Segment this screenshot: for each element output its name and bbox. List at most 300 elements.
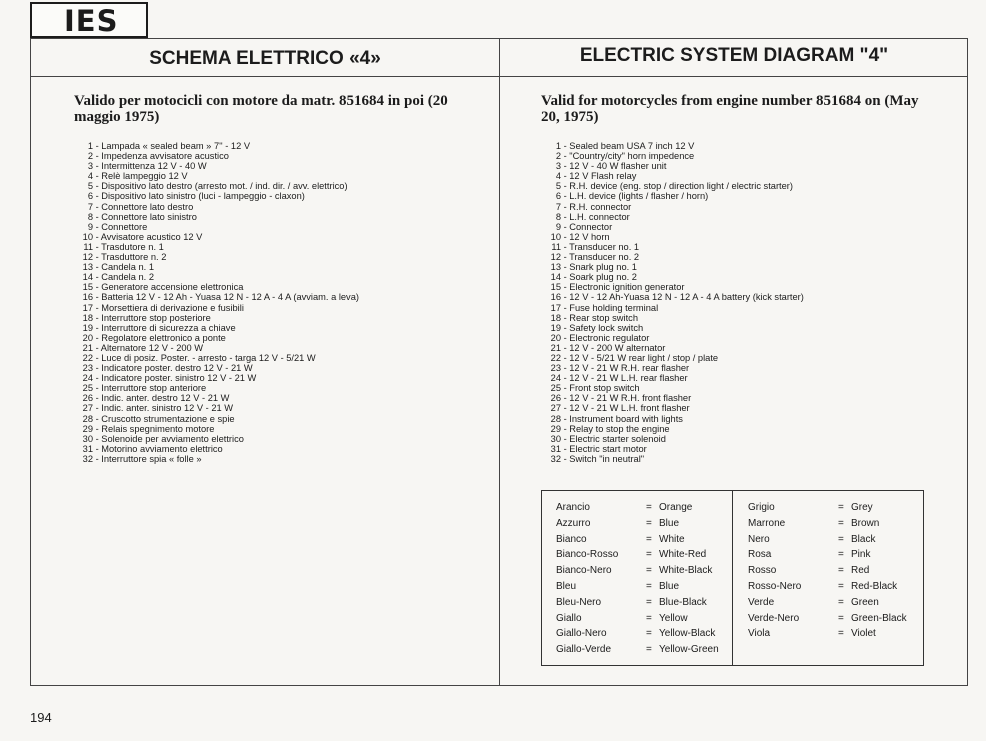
list-item [64, 303, 359, 313]
item-text: Candela n. 2 [101, 272, 154, 283]
list-item [64, 444, 359, 454]
legend-italian-color: Grigio [748, 502, 775, 513]
item-text: Morsettiera di derivazione e fusibili [101, 302, 244, 313]
item-number: 2 [555, 151, 561, 162]
item-text: Luce di posiz. Poster. - arresto - targa 12 V - 5/21 W [101, 352, 316, 363]
item-number: 3 [87, 161, 93, 172]
item-number: 21 [550, 342, 561, 353]
legend-equals: = [646, 517, 652, 529]
item-number: 14 [550, 272, 561, 283]
item-number: 18 [82, 312, 93, 323]
list-item [532, 282, 804, 292]
legend-italian-color: Viola [748, 628, 771, 640]
list-item [532, 343, 804, 353]
item-text: L.H. connector [569, 211, 630, 222]
item-text: Lampada « sealed beam » 7'' - 12 V [101, 141, 251, 151]
item-text: 12 V - 21 W R.H. rear flasher [569, 363, 690, 374]
legend-english-color: Violet [851, 628, 876, 640]
item-text: Interruttore spia « folle » [101, 453, 202, 464]
legend-row [748, 595, 907, 611]
item-separator: - [561, 433, 570, 444]
item-text: Electric start motor [569, 443, 647, 454]
item-separator: - [561, 383, 570, 394]
item-number: 19 [550, 322, 561, 333]
legend-row [748, 547, 907, 563]
legend-equals: = [838, 565, 844, 577]
legend-italian-color: Rosso-Nero [748, 580, 802, 592]
item-separator: - [561, 342, 570, 353]
item-number: 2 [87, 151, 93, 162]
list-item [532, 171, 804, 181]
item-text: Batteria 12 V - 12 Ah - Yuasa 12 N - 12 A - 4 A (avviam. a leva) [101, 292, 359, 303]
item-separator: - [93, 383, 102, 394]
legend-row [748, 563, 907, 579]
item-number: 13 [550, 262, 561, 273]
item-text: Solenoide per avviamento elettrico [101, 433, 244, 444]
item-separator: - [93, 433, 102, 444]
item-text: Snark plug no. 1 [569, 262, 637, 273]
item-separator: - [93, 453, 102, 464]
list-item [64, 212, 359, 222]
legend-italian-color: Azzurro [556, 517, 591, 529]
list-item [64, 252, 359, 262]
item-number: 29 [82, 423, 93, 434]
item-text: 12 V - 5/21 W rear light / stop / plate [569, 352, 719, 363]
item-text: 12 V horn [569, 231, 610, 242]
item-number: 10 [82, 231, 93, 242]
item-number: 15 [82, 282, 93, 293]
item-text: Switch "in neutral" [569, 453, 645, 464]
legend-english-color: Blue [659, 580, 680, 592]
item-number: 15 [550, 282, 561, 293]
item-separator: - [561, 292, 570, 303]
list-item [64, 393, 359, 403]
item-text: Safety lock switch [569, 322, 644, 333]
list-item [64, 424, 359, 434]
item-number: 22 [550, 352, 561, 363]
legend-italian-color: Bianco [556, 533, 587, 545]
list-item [64, 141, 359, 151]
list-item [64, 454, 359, 464]
item-separator: - [561, 262, 570, 273]
legend-equals: = [646, 596, 652, 608]
list-item [64, 333, 359, 343]
item-number: 20 [82, 332, 93, 343]
legend-row [748, 532, 907, 548]
legend-row [556, 642, 719, 658]
item-separator: - [93, 322, 102, 333]
item-number: 4 [555, 171, 561, 182]
legend-italian-color: Bianco-Nero [556, 565, 612, 577]
list-item [64, 181, 359, 191]
list-item [532, 212, 804, 222]
list-item [532, 313, 804, 323]
item-text: Generatore accensione elettronica [101, 282, 244, 293]
item-separator: - [93, 231, 101, 242]
list-item [532, 363, 804, 373]
item-number: 27 [82, 403, 93, 414]
legend-english-color: White [659, 533, 685, 545]
item-separator: - [93, 262, 102, 273]
legend-equals: = [838, 533, 844, 545]
item-number: 19 [82, 322, 93, 333]
legend-equals: = [838, 596, 844, 608]
item-separator: - [561, 201, 570, 212]
item-text: Avvisatore acustico 12 V [100, 231, 203, 242]
legend-row [556, 516, 719, 532]
list-item [532, 393, 804, 403]
item-separator: - [93, 403, 102, 414]
legend-english-color: White-Black [659, 565, 713, 577]
list-item [64, 363, 359, 373]
list-item [532, 232, 804, 242]
list-item [64, 323, 359, 333]
item-number: 24 [82, 373, 93, 384]
item-number: 23 [82, 363, 93, 374]
column-divider [499, 38, 500, 686]
legend-row [556, 500, 719, 516]
legend-row [556, 563, 719, 579]
item-separator: - [93, 191, 102, 202]
legend-english-color: Green-Black [851, 612, 907, 624]
item-text: Dispositivo lato destro (arresto mot. / ind. dir. / avv. elettrico) [101, 181, 348, 192]
item-text: Transducer no. 2 [569, 252, 640, 263]
legend-english-color: Pink [851, 549, 871, 561]
list-item [532, 303, 804, 313]
item-text: Relay to stop the engine [569, 423, 670, 434]
item-text: Trasdutore n. 1 [101, 241, 164, 252]
item-text: Interruttore stop anteriore [101, 383, 207, 394]
list-item [64, 272, 359, 282]
legend-english-color: Blue-Black [659, 596, 707, 608]
legend-row [556, 532, 719, 548]
list-item [532, 242, 804, 252]
list-item [64, 383, 359, 393]
item-number: 18 [550, 312, 561, 323]
list-item [532, 373, 804, 383]
legend-english-color: Black [851, 533, 876, 545]
list-item [64, 343, 359, 353]
item-number: 17 [550, 302, 561, 313]
item-text: Interruttore stop posteriore [101, 312, 211, 323]
item-separator: - [93, 272, 102, 283]
item-separator: - [93, 241, 102, 252]
item-separator: - [561, 363, 570, 374]
item-number: 22 [82, 352, 93, 363]
item-separator: - [93, 342, 101, 353]
item-text: Trasduttore n. 2 [101, 252, 167, 263]
legend-english-color: Blue [659, 517, 680, 529]
item-text: Alternatore 12 V - 200 W [100, 342, 204, 353]
item-text: 12 V - 40 W flasher unit [569, 161, 667, 172]
item-number: 5 [555, 181, 561, 192]
item-text: Connettore lato sinistro [101, 211, 197, 222]
list-item [532, 262, 804, 272]
legend-equals: = [646, 549, 652, 561]
legend-equals: = [646, 612, 652, 624]
item-separator: - [561, 231, 570, 242]
item-separator: - [561, 453, 570, 464]
item-separator: - [561, 211, 570, 222]
item-separator: - [561, 332, 570, 343]
list-item [64, 292, 359, 302]
item-text: Front stop switch [569, 383, 640, 394]
list-item [532, 222, 804, 232]
legend-italian-color: Marrone [748, 517, 786, 529]
list-item [64, 161, 359, 171]
item-number: 23 [550, 363, 561, 374]
list-item [64, 232, 359, 242]
item-text: Connector [569, 221, 613, 232]
list-item [532, 191, 804, 201]
item-separator: - [93, 141, 102, 151]
item-text: Relè lampeggio 12 V [101, 171, 188, 182]
item-number: 6 [555, 191, 561, 202]
legend-equals: = [838, 580, 844, 592]
list-item [64, 202, 359, 212]
list-item [64, 414, 359, 424]
list-item [532, 202, 804, 212]
legend-italian-color: Verde [748, 596, 775, 608]
item-number: 12 [82, 252, 93, 263]
list-item [532, 252, 804, 262]
legend-divider [732, 491, 733, 665]
legend-column-left [556, 500, 719, 658]
item-text: Interruttore di sicurezza a chiave [101, 322, 236, 333]
legend-english-color: Grey [851, 502, 873, 513]
page-number: 194 [30, 710, 52, 725]
legend-english-color: Red [851, 565, 870, 577]
legend-italian-color: Bleu [556, 580, 577, 592]
italian-component-list [64, 141, 359, 464]
item-separator: - [561, 241, 570, 252]
item-number: 20 [550, 332, 561, 343]
item-text: Intermittenza 12 V - 40 W [101, 161, 207, 172]
item-separator: - [93, 151, 102, 162]
italian-title: SCHEMA ELETTRICO «4» [149, 48, 381, 69]
section-tab-label: IES [64, 4, 119, 38]
item-number: 4 [87, 171, 93, 182]
item-separator: - [93, 413, 102, 424]
legend-italian-color: Rosso [748, 565, 777, 577]
item-separator: - [561, 151, 570, 162]
item-separator: - [561, 423, 570, 434]
legend-english-color: Green [851, 596, 879, 608]
item-text: Candela n. 1 [101, 262, 154, 273]
list-item [532, 333, 804, 343]
italian-validity-note: Valido per motocicli con motore da matr. 851684 in poi (20 maggio 1975) [74, 93, 448, 125]
legend-italian-color: Bleu-Nero [556, 596, 602, 608]
legend-english-color: White-Red [659, 549, 707, 561]
legend-equals: = [646, 644, 652, 656]
list-item [64, 353, 359, 363]
legend-equals: = [838, 502, 844, 513]
item-text: Fuse holding terminal [569, 302, 659, 313]
list-item [64, 434, 359, 444]
legend-equals: = [838, 517, 844, 529]
item-separator: - [93, 312, 102, 323]
list-item [532, 414, 804, 424]
legend-equals: = [838, 628, 844, 640]
item-separator: - [561, 302, 570, 313]
item-text: Electric starter solenoid [569, 433, 666, 444]
item-separator: - [93, 292, 102, 303]
item-separator: - [561, 191, 570, 202]
item-separator: - [561, 282, 570, 293]
item-text: Soark plug no. 2 [569, 272, 637, 283]
legend-equals: = [646, 502, 652, 513]
legend-equals: = [646, 533, 652, 545]
item-separator: - [93, 373, 102, 384]
item-number: 25 [550, 383, 561, 394]
item-text: Indicatore poster. destro 12 V - 21 W [101, 363, 253, 374]
legend-equals: = [646, 565, 652, 577]
list-item [64, 282, 359, 292]
item-number: 27 [550, 403, 561, 414]
list-item [64, 373, 359, 383]
item-text: "Country/city" horn impedence [569, 151, 695, 162]
item-number: 3 [555, 161, 561, 172]
item-number: 7 [555, 201, 561, 212]
legend-english-color: Orange [659, 502, 693, 513]
legend-row [556, 626, 719, 642]
item-text: 12 V - 21 W R.H. front flasher [569, 393, 692, 404]
legend-english-color: Yellow-Black [659, 628, 716, 640]
item-text: 12 V - 12 Ah-Yuasa 12 N - 12 A - 4 A battery (kick starter) [569, 292, 804, 303]
list-item [532, 272, 804, 282]
list-item [532, 454, 804, 464]
item-separator: - [93, 443, 102, 454]
item-separator: - [93, 211, 102, 222]
list-item [532, 161, 804, 171]
item-separator: - [93, 363, 102, 374]
item-number: 16 [550, 292, 561, 303]
item-text: Dispositivo lato sinistro (luci - lampeggio - claxon) [101, 191, 305, 202]
legend-english-color: Brown [851, 517, 880, 529]
item-number: 31 [550, 443, 561, 454]
list-item [64, 242, 359, 252]
item-number: 11 [551, 241, 561, 252]
legend-equals: = [838, 612, 844, 624]
item-text: Instrument board with lights [569, 413, 683, 424]
item-separator: - [561, 161, 570, 172]
legend-row [748, 500, 907, 516]
item-number: 28 [550, 413, 561, 424]
item-number: 1 [555, 141, 561, 151]
item-text: 12 V - 21 W L.H. front flasher [569, 403, 690, 414]
item-text: R.H. device (eng. stop / direction light / electric starter) [569, 181, 793, 192]
list-item [532, 151, 804, 161]
item-number: 31 [82, 443, 93, 454]
legend-italian-color: Bianco-Rosso [556, 549, 619, 561]
item-number: 26 [82, 393, 93, 404]
legend-english-color: Red-Black [851, 580, 898, 592]
item-text: L.H. device (lights / flasher / horn) [569, 191, 709, 202]
item-separator: - [93, 332, 102, 343]
section-tab [30, 2, 148, 38]
item-separator: - [93, 171, 102, 182]
list-item [64, 313, 359, 323]
item-number: 17 [82, 302, 93, 313]
item-separator: - [93, 352, 102, 363]
list-item [532, 353, 804, 363]
item-separator: - [561, 181, 570, 192]
list-item [64, 171, 359, 181]
item-number: 5 [87, 181, 93, 192]
item-number: 10 [550, 231, 561, 242]
item-number: 24 [550, 373, 561, 384]
item-separator: - [93, 252, 102, 263]
legend-equals: = [646, 580, 652, 592]
item-text: Indic. anter. destro 12 V - 21 W [101, 393, 230, 404]
item-text: Electronic regulator [569, 332, 650, 343]
legend-row [748, 611, 907, 627]
item-number: 30 [82, 433, 93, 444]
legend-row [556, 595, 719, 611]
item-text: Indicatore poster. sinistro 12 V - 21 W [101, 373, 257, 384]
item-separator: - [561, 221, 570, 232]
legend-row [748, 516, 907, 532]
legend-row [748, 579, 907, 595]
legend-row [556, 579, 719, 595]
color-legend [541, 490, 924, 666]
item-number: 8 [87, 211, 93, 222]
legend-italian-color: Giallo [556, 612, 582, 624]
item-separator: - [561, 373, 570, 384]
list-item [64, 151, 359, 161]
item-number: 7 [87, 201, 93, 212]
item-separator: - [561, 252, 570, 263]
item-separator: - [561, 141, 570, 151]
list-item [532, 424, 804, 434]
item-number: 13 [82, 262, 93, 273]
legend-row [556, 547, 719, 563]
item-number: 12 [550, 252, 561, 263]
item-text: 12 V - 200 W alternator [569, 342, 666, 353]
item-number: 1 [87, 141, 93, 151]
item-text: Rear stop switch [569, 312, 638, 323]
item-number: 16 [82, 292, 93, 303]
item-separator: - [561, 393, 570, 404]
item-separator: - [93, 282, 102, 293]
item-number: 32 [550, 453, 561, 464]
list-item [532, 434, 804, 444]
legend-italian-color: Nero [748, 533, 770, 545]
item-separator: - [93, 181, 102, 192]
item-number: 14 [82, 272, 93, 283]
item-text: Regolatore elettronico a ponte [101, 332, 226, 343]
item-number: 8 [555, 211, 561, 222]
item-text: Cruscotto strumentazione e spie [101, 413, 235, 424]
list-item [532, 181, 804, 191]
legend-english-color: Yellow-Green [659, 644, 719, 656]
item-text: Transducer no. 1 [569, 241, 640, 252]
item-number: 25 [82, 383, 93, 394]
item-text: Electronic ignition generator [569, 282, 685, 293]
legend-italian-color: Arancio [556, 502, 590, 513]
item-number: 6 [87, 191, 93, 202]
legend-italian-color: Rosa [748, 549, 772, 561]
item-text: Connettore lato destro [101, 201, 194, 212]
item-separator: - [93, 302, 102, 313]
item-text: Relais spegnimento motore [101, 423, 215, 434]
item-separator: - [93, 161, 102, 172]
item-text: Motorino avviamento elettrico [101, 443, 223, 454]
item-separator: - [561, 352, 570, 363]
item-separator: - [93, 201, 102, 212]
item-number: 32 [82, 453, 93, 464]
item-separator: - [561, 403, 570, 414]
